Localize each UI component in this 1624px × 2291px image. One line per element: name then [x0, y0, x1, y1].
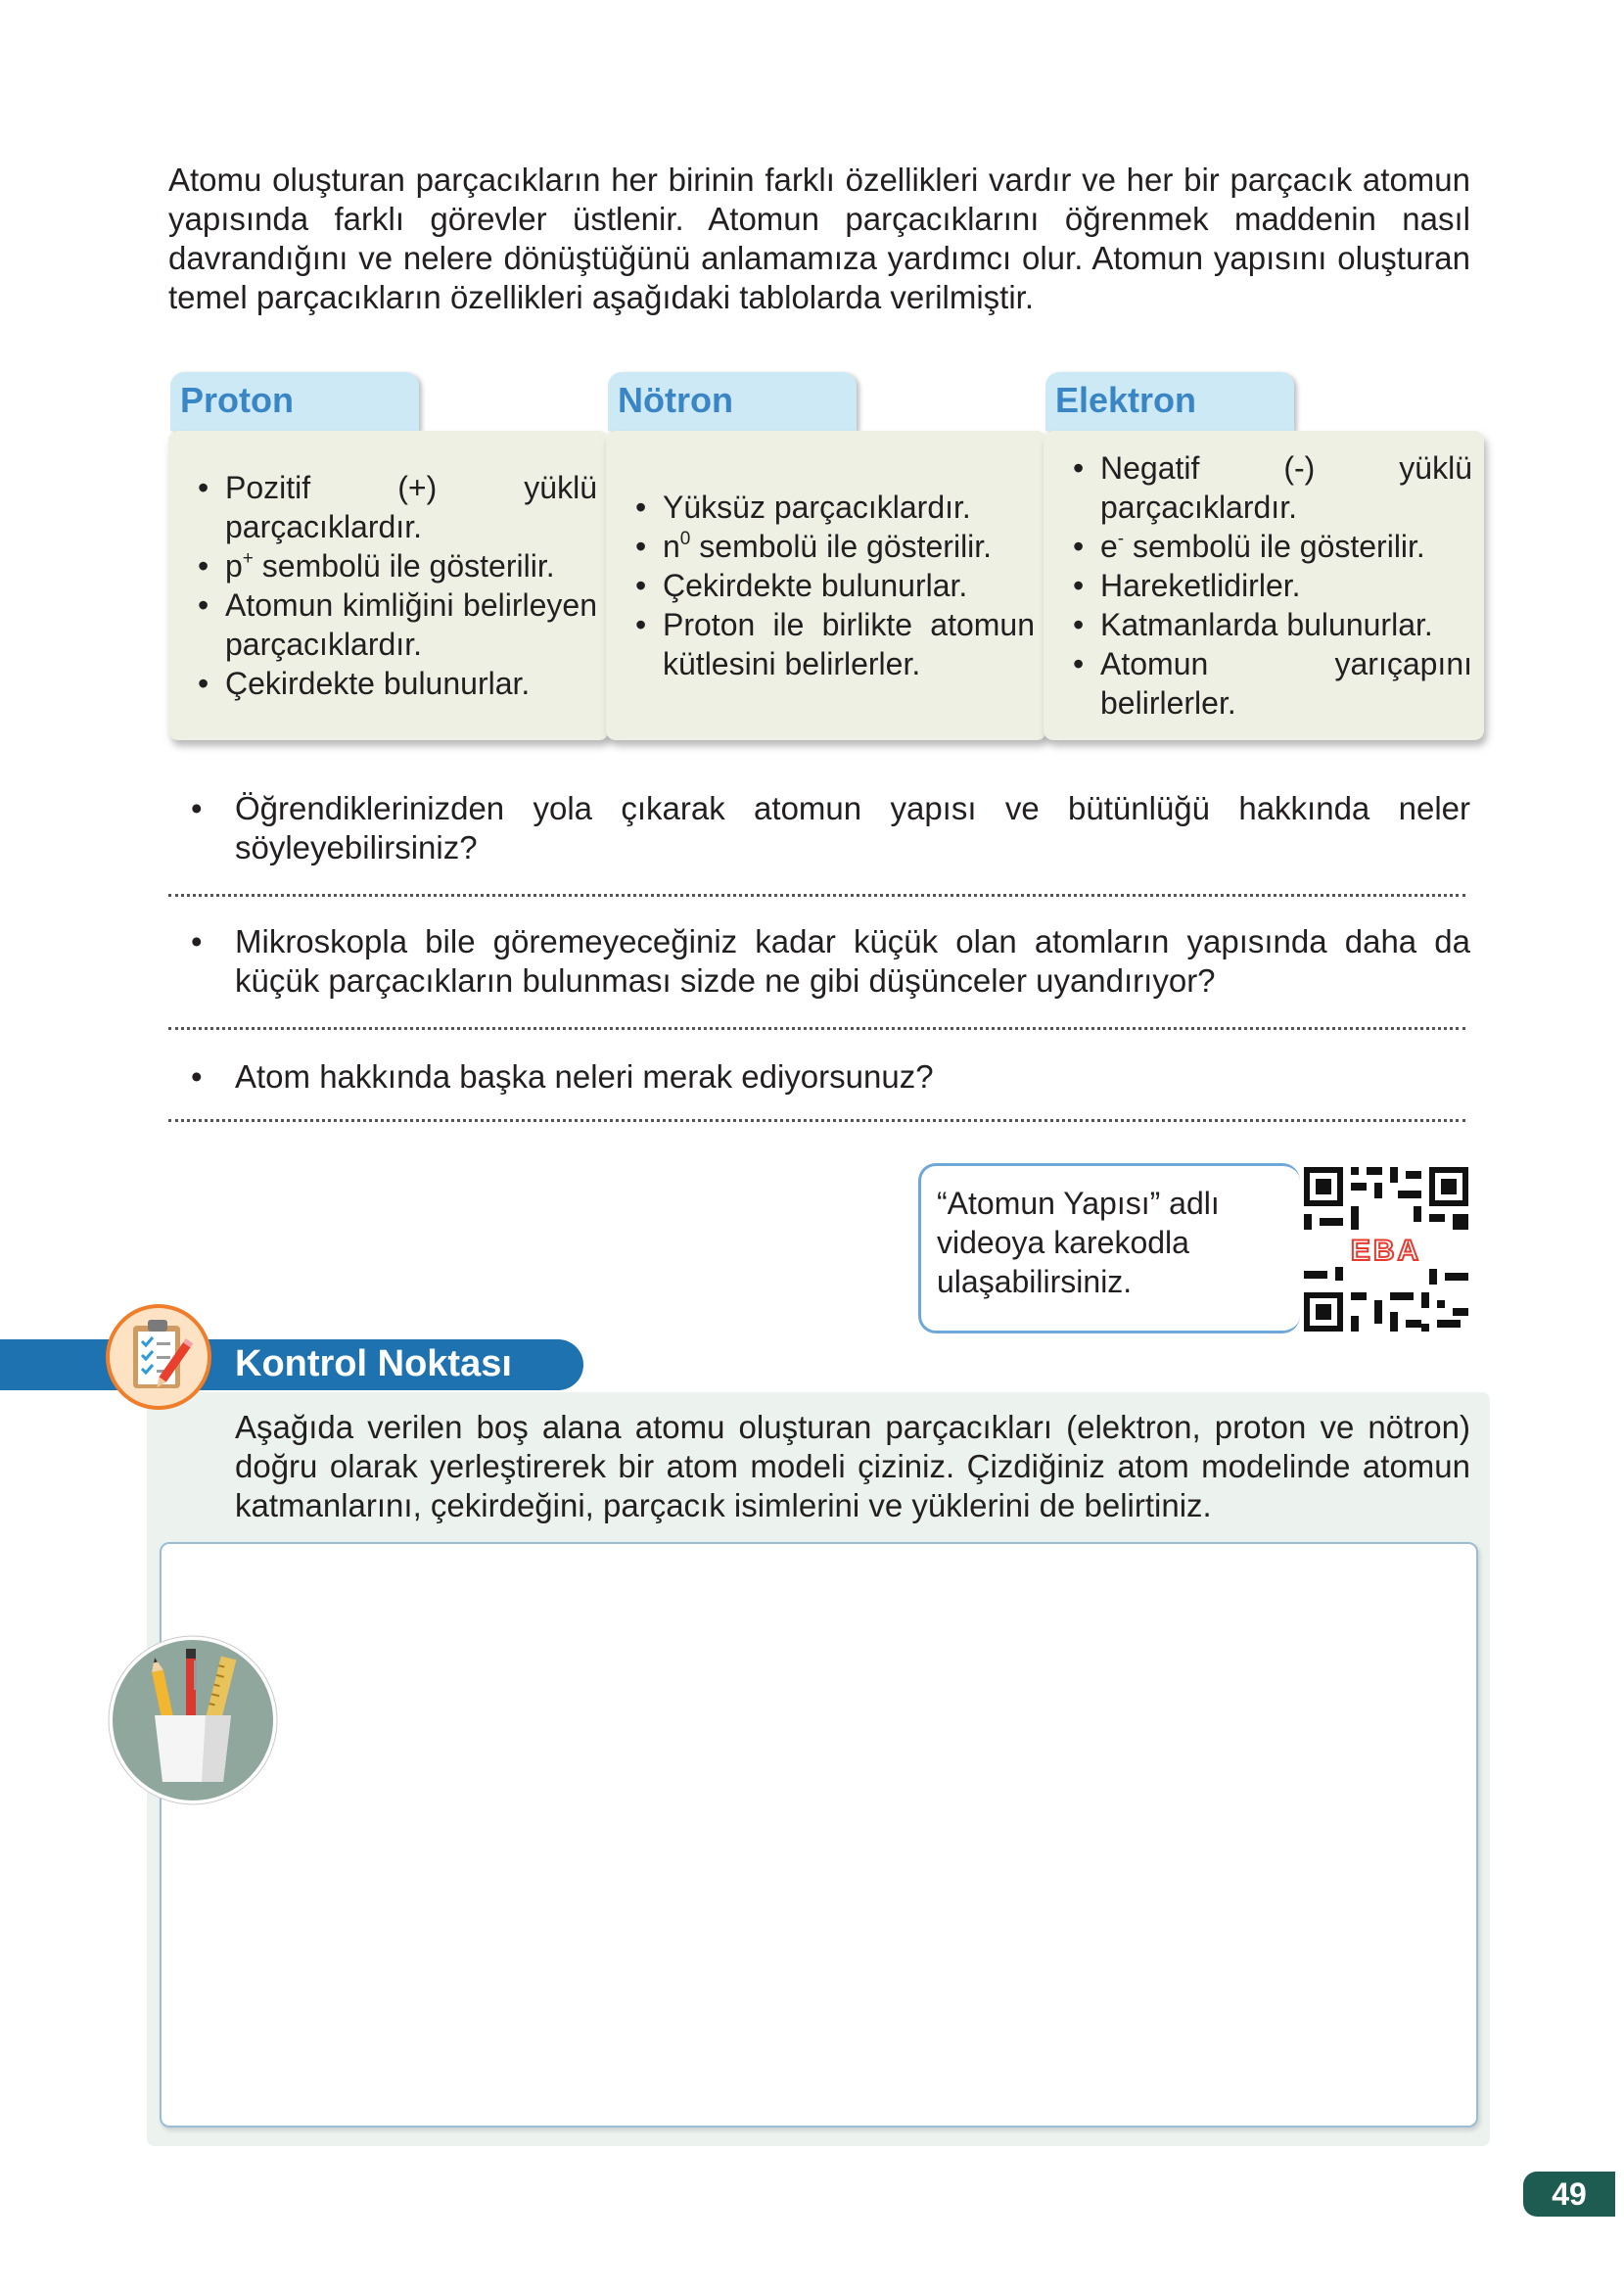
pencil-cup-icon	[108, 1635, 278, 1805]
card-title: Elektron	[1055, 380, 1197, 420]
notron-card	[606, 372, 1046, 746]
kontrol-title: Kontrol Noktası	[235, 1343, 512, 1384]
card-list	[633, 488, 1035, 683]
qr-code-icon[interactable]	[1300, 1163, 1472, 1335]
qr-hint-box	[918, 1163, 1300, 1333]
list-item: • p+ sembolü ile gösterilir.	[196, 546, 597, 585]
answer-line[interactable]	[168, 894, 1465, 897]
list-item: • $n^0$ sembolü ile gösterilir.	[633, 527, 1035, 566]
question-2: • Mikroskopla bile göremeyeceğiniz kadar küçük olan atomların yapısında daha da küçük parçacıkların bulunması sizde ne gibi düşünceler uyandırıyor?	[191, 922, 1470, 1001]
question-3: • Atom hakkında başka neleri merak ediyorsunuz?	[191, 1057, 1470, 1097]
list-item: • Negatif (-) yüklü parçacıklardır.	[1071, 448, 1472, 527]
card-body	[606, 431, 1046, 740]
proton-card	[168, 372, 609, 746]
card-list	[196, 468, 597, 703]
list-item: • Çekirdekte bulunurlar.	[196, 664, 597, 703]
intro-paragraph: Atomu oluşturan parçacıkların her birinin farklı özellikleri vardır ve her bir parçacık atomun yapısında farklı görevler üstlenir. Atomun parçacıklarını öğrenmek maddenin nasıl davrandığını ve nelere dönüştüğünü anlamamıza yardımcı olur. Atomun yapısını oluşturan temel parçacıkların özellikleri aşağıdaki tablolarda verilmiştir.	[168, 162, 1470, 315]
clipboard-checklist-icon	[106, 1304, 211, 1410]
list-item: • Çekirdekte bulunurlar.	[633, 566, 1035, 605]
list-item: • Atomun kimliğini belirleyen parçacıklardır.	[196, 585, 597, 664]
drawing-area[interactable]	[160, 1542, 1478, 2127]
list-item: • Katmanlarda bulunurlar.	[1071, 605, 1472, 644]
card-body	[1044, 431, 1484, 740]
elektron-card	[1044, 372, 1484, 746]
answer-line[interactable]	[168, 1027, 1465, 1030]
card-list	[1071, 448, 1472, 723]
qr-hint-text: “Atomun Yapısı” adlı videoya karekodla ulaşabilirsiniz.	[937, 1186, 1220, 1299]
list-item: • Atomun yarıçapını belirlerler.	[1071, 644, 1472, 723]
card-title: Proton	[180, 380, 294, 420]
card-title: Nötron	[618, 380, 733, 420]
list-item: • Proton ile birlikte atomun kütlesini belirlerler.	[633, 605, 1035, 683]
list-item: • e- sembolü ile gösterilir.	[1071, 527, 1472, 566]
page-number: 49	[1523, 2172, 1615, 2217]
kontrol-task: Aşağıda verilen boş alana atomu oluşturan parçacıkları (elektron, proton ve nötron) doğru olarak yerleştirerek bir atom modeli çiziniz. Çizdiğiniz atom modelinde atomun katmanlarını, çekirdeğini, parçacık isimlerini ve yüklerini de belirtiniz.	[235, 1409, 1470, 1523]
eba-logo: EBA	[1350, 1235, 1422, 1267]
card-body	[168, 431, 609, 740]
question-1: • Öğrendiklerinizden yola çıkarak atomun yapısı ve bütünlüğü hakkında neler söyleyebilirsiniz?	[191, 789, 1470, 867]
list-item: • Hareketlidirler.	[1071, 566, 1472, 605]
answer-line[interactable]	[168, 1119, 1465, 1122]
list-item: • Pozitif (+) yüklü parçacıklardır.	[196, 468, 597, 546]
list-item: • Yüksüz parçacıklardır.	[633, 488, 1035, 527]
